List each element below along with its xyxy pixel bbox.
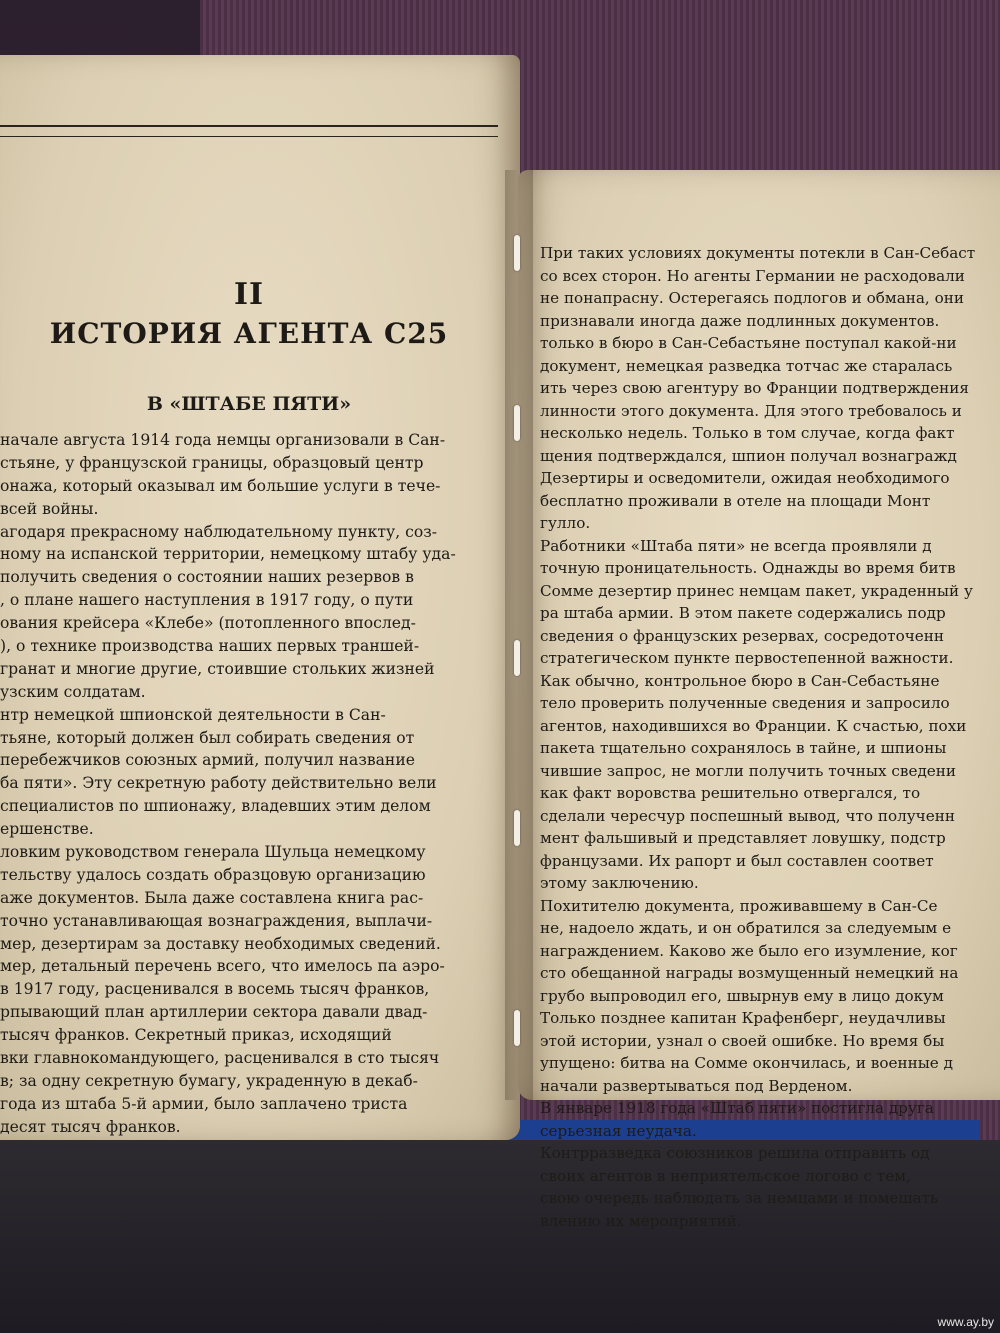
text-line: начале августа 1914 года немцы организовали в Сан- [0,431,446,449]
text-line: года из штаба 5-й армии, было заплачено триста [0,1094,408,1113]
text-line: сведения о французских резервах, сосредоточенн [540,626,945,645]
text-line: ному на испанской территории, немецкому штабу уда- [0,545,456,564]
text-line: в; за одну секретную бумагу, украденную в декаб- [0,1071,418,1090]
text-line: вки главнокомандующего, расценивался в сто тысяч [0,1049,440,1068]
text-line: пакета тщательно сохранялось в тайне, и шпионы [540,739,947,757]
text-line: рпывающий план артиллерии сектора давали двад- [0,1003,428,1022]
right-page [518,170,1000,1230]
text-line: тельству удалось создать образцовую организацию [0,865,426,884]
text-line: , о плане нашего наступления в 1917 году, о пути [0,591,414,610]
text-line: аже документов. Была даже составлена книга рас- [0,888,424,907]
binding-stitch [514,810,520,846]
text-line: мер, дезертирам за доставку необходимых сведений. [0,934,441,953]
text-line: чившие запрос, не могли получить точных сведени [540,761,957,780]
text-line: получить сведения о состоянии наших резервов в [0,568,414,587]
text-line: французами. Их рапорт и был составлен соответ [540,851,934,870]
text-line: тьяне, который должен был собирать сведения от [0,728,415,747]
text-line: десят тысяч франков. [0,1117,181,1136]
text-line: онажа, который оказывал им большие услуги в тече- [0,476,441,495]
text-line: свою очередь наблюдать за немцами и помешать [540,1189,939,1207]
text-line: ловким руководством генерала Шульца немецкому [0,843,426,862]
text-line: Только позднее капитан Крафенберг, неудачливы [540,1009,946,1027]
text-line: ершенстве. [0,820,94,839]
text-line: точную проницательность. Однажды во время битв [540,559,956,577]
text-line: как факт воровства решительно отвергался, то [540,784,921,802]
text-line: гулло. [540,514,591,532]
binding-stitch [514,640,520,676]
binding-stitch [514,405,520,441]
binding-stitch [514,235,520,271]
text-line: Контрразведка союзников решила отправить од [540,1144,930,1162]
text-line: Похитителю документа, проживавшему в Сан-Се [540,896,938,915]
text-line: этому заключению. [540,874,699,892]
text-line: в 1917 году, расценивался в восемь тысяч франков, [0,980,430,999]
text-line: линности этого документа. Для этого требовалось и [540,401,962,420]
section-title: В «ШТАБЕ ПЯТИ» [146,393,352,415]
text-line: не понапрасну. Остерегаясь подлогов и обмана, они [540,289,964,307]
watermark: www.ay.by [937,1315,994,1329]
text-line: тысяч франков. Секретный приказ, исходящий [0,1026,392,1045]
text-line: Как обычно, контрольное бюро в Сан-Себастьяне [540,671,940,690]
text-line: начали развертываться под Верденом. [540,1076,853,1095]
chapter-number: II [233,277,265,312]
text-line: ования крейсера «Клебе» (потопленного впослед- [0,614,416,633]
text-line: своих агентов в неприятельское логово с тем, [540,1166,911,1185]
text-line: сто обещанной награды возмущенный немецкий на [540,964,959,982]
text-line: влению их мероприятий. [540,1211,742,1230]
text-line: агентов, находившихся во Франции. К счастью, похи [540,716,967,735]
text-line: документ, немецкая разведка тотчас же старалась [540,356,953,375]
text-line: ), о технике производства наших первых траншей- [0,637,420,656]
text-line: ить через свою агентуру во Франции подтверждения [540,379,969,397]
text-line: со всех сторон. Но агенты Германии не расходовали [540,266,965,285]
text-line: мер, детальный перечень всего, что имелось па аэро- [0,957,445,976]
text-line: всей войны. [0,499,99,518]
text-line: специалистов по шпионажу, владевших этим делом [0,797,431,816]
text-line: этой истории, узнал о своей ошибке. Но время бы [540,1031,945,1050]
text-line: ра штаба армии. В этом пакете содержались подр [540,604,946,622]
text-line: упущено: битва на Сомме окончилась, и военные д [540,1054,953,1072]
text-line: Дезертиры и осведомители, ожидая необходимого [540,469,950,487]
text-line: мент фальшивый и представляет ловушку, подстр [540,829,946,847]
text-line: серьезная неудача. [540,1121,697,1140]
text-line: не, надоело ждать, и он обратился за следуемым е [540,919,952,937]
text-line: узским солдатам. [0,682,146,701]
text-line: гранат и многие другие, стоившие стольких жизней [0,659,435,678]
left-page-text [0,429,498,1139]
right-page-text [540,242,1000,1232]
text-line: награждением. Каково же было его изумление, ког [540,941,958,960]
left-page [0,55,520,1140]
text-line: сделали чересчур поспешный вывод, что полученн [540,806,955,825]
text-line: точно устанавливающая вознаграждения, выплачи- [0,911,433,930]
text-line: стьяне, у французской границы, образцовый центр [0,453,424,472]
binding-stitch [514,1010,520,1046]
text-line: В январе 1918 года «Штаб пяти» постигла друга [540,1099,934,1117]
text-line: щения подтверждался, шпион получал вознагражд [540,446,957,465]
text-line: перебежчиков союзных армий, получил название [0,751,415,770]
text-line: Работники «Штаба пяти» не всегда проявляли д [540,536,932,555]
text-line: бесплатно проживали в отеле на площади Монт [540,491,931,510]
text-line: Сомме дезертир принес немцам пакет, украденный у [540,581,973,600]
text-line: агодаря прекрасному наблюдательному пункту, соз- [0,522,438,541]
book-gutter [505,170,533,1100]
text-line: стратегическом пункте первостепенной важности. [540,649,954,667]
text-line: При таких условиях документы потекли в Сан-Себаст [540,244,976,262]
text-line: несколько недель. Только в том случае, когда факт [540,424,955,442]
chapter-title: ИСТОРИЯ АГЕНТА С25 [49,317,449,350]
header-rule [0,125,498,137]
text-line: только в бюро в Сан-Себастьяне поступал какой-ни [540,334,957,352]
text-line: нтр немецкой шпионской деятельности в Сан- [0,705,386,724]
text-line: ба пяти». Эту секретную работу действительно вели [0,774,437,793]
text-line: признавали иногда даже подлинных документов. [540,311,940,330]
text-line: грубо выпроводил его, швырнув ему в лицо докум [540,986,944,1005]
text-line: тело проверить полученные сведения и запросило [540,694,950,712]
